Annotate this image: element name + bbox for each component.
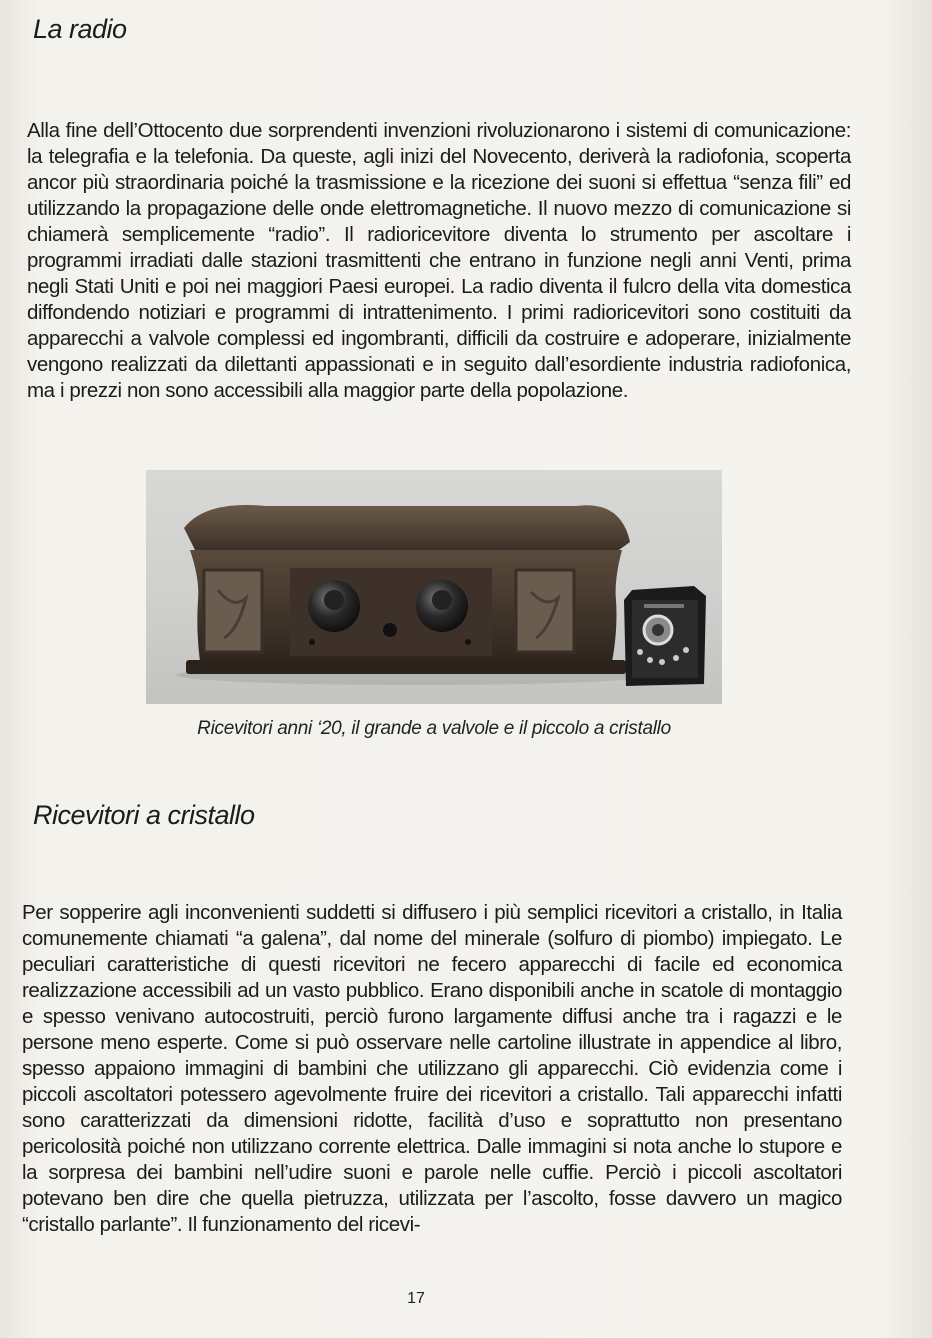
photo-illustration [146,470,722,704]
section-title-la-radio: La radio [33,14,127,44]
section-title-ricevitori-a-cristallo: Ricevitori a cristallo [33,800,255,830]
paragraph-la-radio: Alla fine dell’Ottocento due sorprendenti invenzioni rivoluzionarono i sistemi di comunicazione: la telegrafia e la telefonia. Da queste, agli inizi del Novecento, deriverà la radiofonia, scoperta ancor più straordinaria poiché la trasmissione e la ricezione dei suoni si effettua “senza fili” ed utilizzando la propagazione delle onde elettromagnetiche. Il nuovo mezzo di comunicazione si chiamerà semplicemente “radio”. Il radioricevitore diventa lo strumento per ascoltare i programmi irradiati dalle stazioni trasmittenti che entrano in funzione negli anni Venti, prima negli Stati Uniti e poi nei maggiori Paesi europei. La radio diventa il fulcro della vita domestica diffondendo notiziari e programmi di intrattenimento. I primi radioricevitori sono costituiti da apparecchi a valvole complessi ed ingombranti, difficili da costruire e adoperare, inizialmente vengono realizzati da dilettanti appassionati e in seguito dall’esordiente industria radiofonica, ma i prezzi non sono accessibili alla maggior parte della popolazione. [27,119,851,402]
page-number: 17 [407,1290,425,1307]
photo-radio-receivers [146,470,722,704]
paragraph-ricevitori-a-cristallo: Per sopperire agli inconvenienti suddetti si diffusero i più semplici ricevitori a cristallo, in Italia comunemente chiamati “a galena”, dal nome del minerale (solfuro di piombo) impiegato. Le peculiari caratteristiche di questi ricevitori ne fecero apparecchi di facile ed economica realizzazione accessibili ad un vasto pubblico. Erano disponibili anche in scatole di montaggio e spesso venivano autocostruiti, perciò furono largamente diffusi anche tra i ragazzi e le persone meno esperte. Come si può osservare nelle cartoline illustrate in appendice al libro, spesso appaiono immagini di bambini che utilizzano gli apparecchi. Ciò evidenzia come i piccoli ascoltatori potessero agevolmente fruire dei ricevitori a cristallo. Tali apparecchi infatti sono caratterizzati da dimensioni ridotte, facilità d’uso e soprattutto non presentano pericolosità poiché non utilizzano corrente elettrica. Dalle immagini si nota anche lo stupore e la sorpresa dei bambini nell’udire suoni e parole nelle cuffie. Perciò i piccoli ascoltatori potevano ben dire che quella pietruzza, utilizzata per l’ascolto, fosse davvero un magico “cristallo parlante”. Il funzionamento del ricevi- [22,901,842,1236]
figure-caption: Ricevitori anni ‘20, il grande a valvole e il piccolo a cristallo [197,718,671,739]
